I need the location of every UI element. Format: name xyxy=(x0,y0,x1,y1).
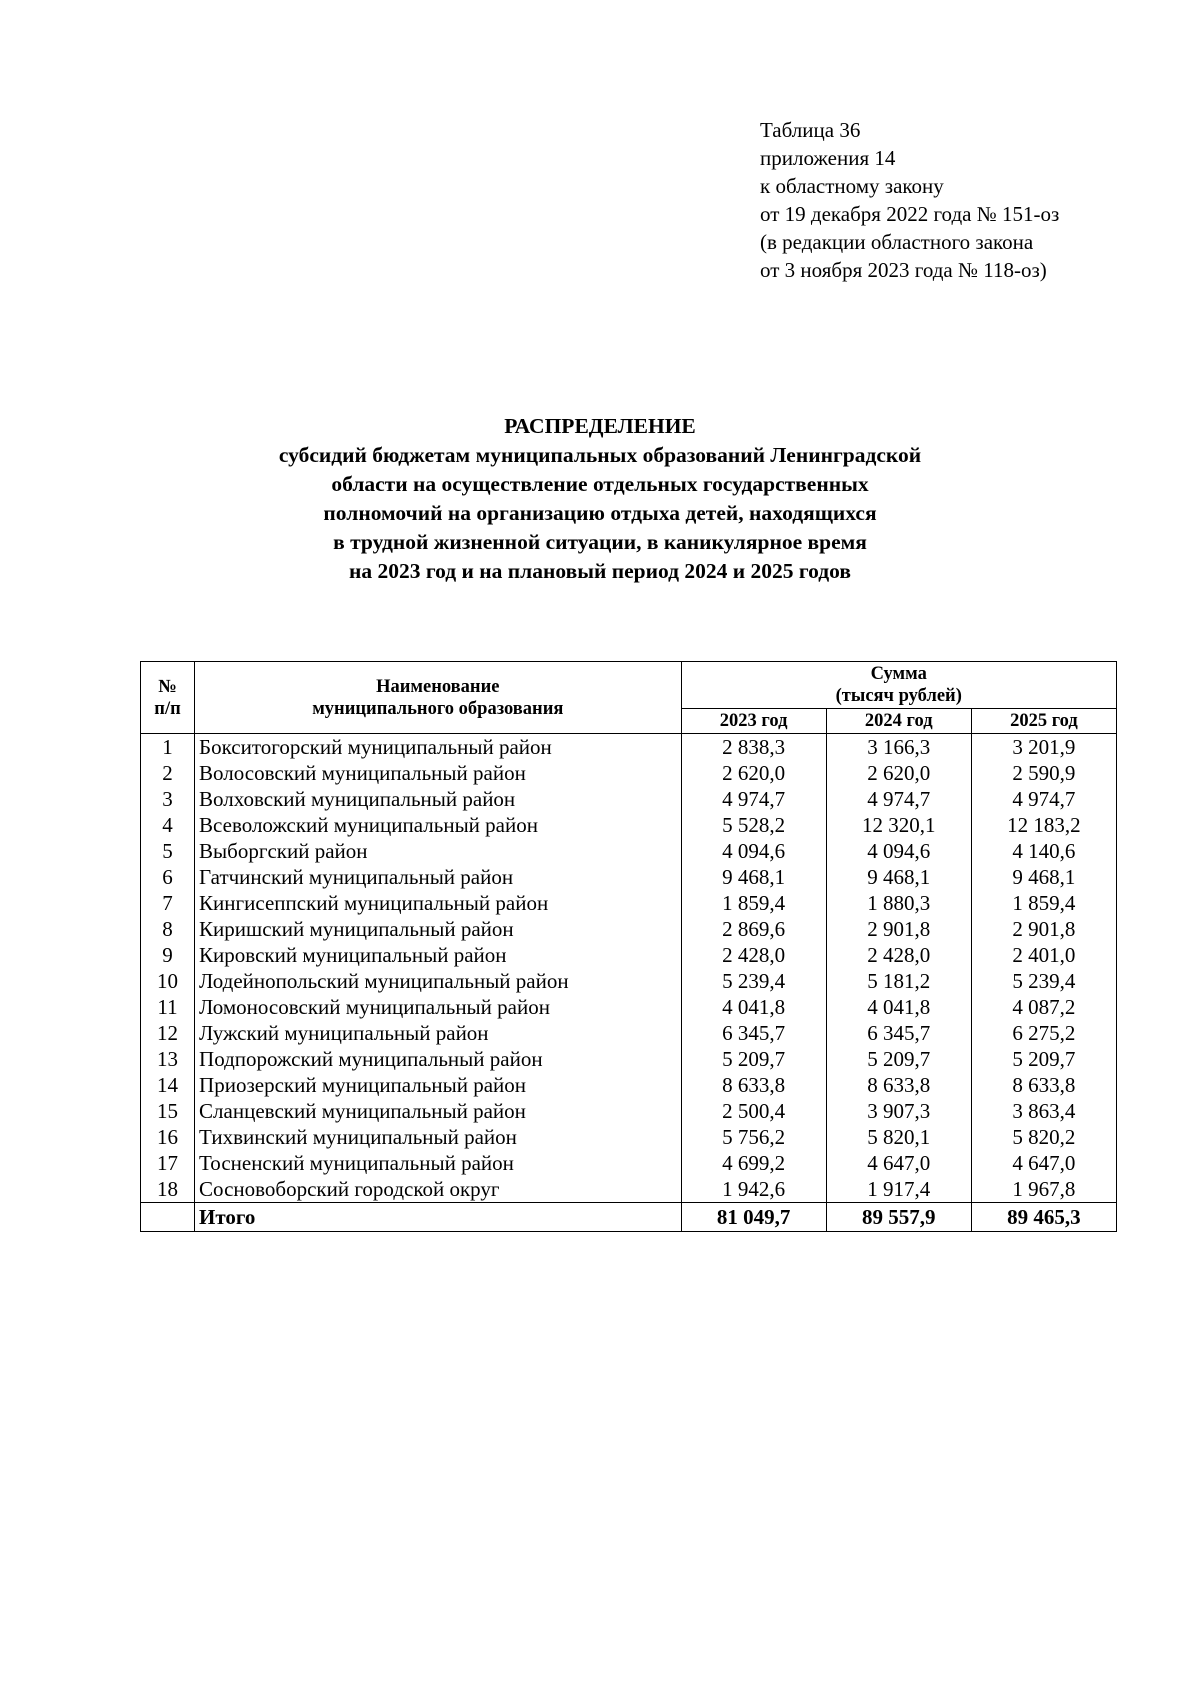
row-value-2024: 5 181,2 xyxy=(826,968,971,994)
row-value-2023: 5 756,2 xyxy=(681,1124,826,1150)
row-value-2023: 4 041,8 xyxy=(681,994,826,1020)
row-value-2024: 3 907,3 xyxy=(826,1098,971,1124)
row-value-2024: 12 320,1 xyxy=(826,812,971,838)
row-municipality: Волосовский муниципальный район xyxy=(195,760,681,786)
header-municipality-line1: Наименование xyxy=(376,676,500,697)
row-value-2025: 4 140,6 xyxy=(971,838,1116,864)
row-municipality: Тихвинский муниципальный район xyxy=(195,1124,681,1150)
header-municipality xyxy=(195,662,681,734)
row-municipality: Сосновоборский городской округ xyxy=(195,1176,681,1203)
total-label: Итого xyxy=(195,1203,681,1232)
reference-law: к областному закону xyxy=(760,174,944,198)
row-value-2025: 4 647,0 xyxy=(971,1150,1116,1176)
row-number: 1 xyxy=(141,734,195,761)
row-number: 17 xyxy=(141,1150,195,1176)
row-value-2025: 5 209,7 xyxy=(971,1046,1116,1072)
row-value-2024: 4 041,8 xyxy=(826,994,971,1020)
row-value-2024: 8 633,8 xyxy=(826,1072,971,1098)
row-number: 18 xyxy=(141,1176,195,1203)
row-value-2023: 4 699,2 xyxy=(681,1150,826,1176)
total-value-2024: 89 557,9 xyxy=(826,1203,971,1232)
row-municipality: Кингисеппский муниципальный район xyxy=(195,890,681,916)
header-sum xyxy=(681,662,1116,709)
row-number: 2 xyxy=(141,760,195,786)
header-year-2024: 2024 год xyxy=(826,709,971,734)
row-value-2024: 2 901,8 xyxy=(826,916,971,942)
header-number-abbr: п/п xyxy=(154,698,181,719)
title-heading: РАСПРЕДЕЛЕНИЕ xyxy=(504,414,696,438)
row-value-2024: 6 345,7 xyxy=(826,1020,971,1046)
document-title xyxy=(150,412,1050,586)
row-value-2023: 1 942,6 xyxy=(681,1176,826,1203)
header-year-2025: 2025 год xyxy=(971,709,1116,734)
row-value-2023: 8 633,8 xyxy=(681,1072,826,1098)
row-value-2025: 4 087,2 xyxy=(971,994,1116,1020)
row-value-2023: 5 209,7 xyxy=(681,1046,826,1072)
row-value-2024: 1 917,4 xyxy=(826,1176,971,1203)
header-municipality-line2: муниципального образования xyxy=(312,698,564,719)
row-value-2024: 2 428,0 xyxy=(826,942,971,968)
row-number: 6 xyxy=(141,864,195,890)
row-number: 7 xyxy=(141,890,195,916)
row-value-2023: 2 428,0 xyxy=(681,942,826,968)
row-value-2025: 5 820,2 xyxy=(971,1124,1116,1150)
table-body xyxy=(141,734,1117,1232)
row-value-2023: 2 500,4 xyxy=(681,1098,826,1124)
row-value-2024: 1 880,3 xyxy=(826,890,971,916)
table-row xyxy=(141,994,1117,1020)
title-line-3: полномочий на организацию отдыха детей, находящихся xyxy=(323,501,877,525)
row-number: 3 xyxy=(141,786,195,812)
row-municipality: Сланцевский муниципальный район xyxy=(195,1098,681,1124)
row-value-2024: 4 974,7 xyxy=(826,786,971,812)
table-row xyxy=(141,916,1117,942)
row-municipality: Киришский муниципальный район xyxy=(195,916,681,942)
row-value-2025: 2 401,0 xyxy=(971,942,1116,968)
row-municipality: Гатчинский муниципальный район xyxy=(195,864,681,890)
row-municipality: Кировский муниципальный район xyxy=(195,942,681,968)
row-municipality: Лужский муниципальный район xyxy=(195,1020,681,1046)
title-line-2: области на осуществление отдельных государственных xyxy=(331,472,869,496)
row-number: 11 xyxy=(141,994,195,1020)
row-value-2023: 5 239,4 xyxy=(681,968,826,994)
row-value-2025: 4 974,7 xyxy=(971,786,1116,812)
row-value-2024: 4 094,6 xyxy=(826,838,971,864)
row-value-2025: 3 863,4 xyxy=(971,1098,1116,1124)
header-sum-line1: Сумма xyxy=(870,664,927,684)
title-line-1: субсидий бюджетам муниципальных образований Ленинградской xyxy=(278,443,922,467)
table-header-row xyxy=(141,662,1117,709)
distribution-table xyxy=(140,661,1117,1232)
row-value-2024: 5 209,7 xyxy=(826,1046,971,1072)
table-row xyxy=(141,1124,1117,1150)
row-number: 12 xyxy=(141,1020,195,1046)
row-value-2025: 5 239,4 xyxy=(971,968,1116,994)
reference-law-date: от 19 декабря 2022 года № 151-оз xyxy=(760,202,1060,226)
row-value-2024: 9 468,1 xyxy=(826,864,971,890)
table-row xyxy=(141,1046,1117,1072)
row-value-2025: 12 183,2 xyxy=(971,812,1116,838)
row-number: 15 xyxy=(141,1098,195,1124)
table-row xyxy=(141,968,1117,994)
row-municipality: Всеволожский муниципальный район xyxy=(195,812,681,838)
row-value-2025: 3 201,9 xyxy=(971,734,1116,761)
table-row xyxy=(141,942,1117,968)
row-number: 9 xyxy=(141,942,195,968)
table-row xyxy=(141,760,1117,786)
row-value-2023: 4 094,6 xyxy=(681,838,826,864)
row-value-2025: 1 859,4 xyxy=(971,890,1116,916)
table-row xyxy=(141,812,1117,838)
table-row xyxy=(141,1072,1117,1098)
total-value-2023: 81 049,7 xyxy=(681,1203,826,1232)
row-value-2025: 2 901,8 xyxy=(971,916,1116,942)
row-municipality: Ломоносовский муниципальный район xyxy=(195,994,681,1020)
row-value-2024: 3 166,3 xyxy=(826,734,971,761)
row-value-2025: 1 967,8 xyxy=(971,1176,1116,1203)
row-municipality: Выборгский район xyxy=(195,838,681,864)
row-number: 4 xyxy=(141,812,195,838)
table-total-row xyxy=(141,1203,1117,1232)
table-row xyxy=(141,864,1117,890)
row-municipality: Лодейнопольский муниципальный район xyxy=(195,968,681,994)
row-municipality: Приозерский муниципальный район xyxy=(195,1072,681,1098)
row-value-2023: 2 869,6 xyxy=(681,916,826,942)
title-line-4: в трудной жизненной ситуации, в каникулярное время xyxy=(333,530,867,554)
reference-table-number: Таблица 36 xyxy=(760,118,861,142)
row-value-2023: 6 345,7 xyxy=(681,1020,826,1046)
table-row xyxy=(141,1150,1117,1176)
row-number: 13 xyxy=(141,1046,195,1072)
row-value-2024: 5 820,1 xyxy=(826,1124,971,1150)
row-value-2023: 1 859,4 xyxy=(681,890,826,916)
row-value-2025: 8 633,8 xyxy=(971,1072,1116,1098)
row-value-2023: 9 468,1 xyxy=(681,864,826,890)
table-row xyxy=(141,838,1117,864)
table-row xyxy=(141,1176,1117,1203)
header-sum-line2: (тысяч рублей) xyxy=(835,686,962,706)
row-municipality: Подпорожский муниципальный район xyxy=(195,1046,681,1072)
row-value-2025: 2 590,9 xyxy=(971,760,1116,786)
row-municipality: Волховский муниципальный район xyxy=(195,786,681,812)
header-number-sign: № xyxy=(158,676,177,697)
total-number xyxy=(141,1203,195,1232)
table-row xyxy=(141,1098,1117,1124)
row-value-2023: 2 620,0 xyxy=(681,760,826,786)
row-number: 10 xyxy=(141,968,195,994)
row-value-2023: 4 974,7 xyxy=(681,786,826,812)
table-row xyxy=(141,786,1117,812)
reference-edition-date: от 3 ноября 2023 года № 118-оз) xyxy=(760,258,1047,282)
reference-edition: (в редакции областного закона xyxy=(760,230,1034,254)
row-number: 8 xyxy=(141,916,195,942)
row-value-2024: 4 647,0 xyxy=(826,1150,971,1176)
row-number: 5 xyxy=(141,838,195,864)
row-value-2025: 6 275,2 xyxy=(971,1020,1116,1046)
row-value-2023: 2 838,3 xyxy=(681,734,826,761)
row-value-2025: 9 468,1 xyxy=(971,864,1116,890)
table-row xyxy=(141,734,1117,761)
table-row xyxy=(141,1020,1117,1046)
row-municipality: Бокситогорский муниципальный район xyxy=(195,734,681,761)
row-number: 16 xyxy=(141,1124,195,1150)
title-line-5: на 2023 год и на плановый период 2024 и 2025 годов xyxy=(349,559,851,583)
row-number: 14 xyxy=(141,1072,195,1098)
table-row xyxy=(141,890,1117,916)
reference-appendix: приложения 14 xyxy=(760,146,896,170)
row-value-2023: 5 528,2 xyxy=(681,812,826,838)
total-value-2025: 89 465,3 xyxy=(971,1203,1116,1232)
header-year-2023: 2023 год xyxy=(681,709,826,734)
reference-block xyxy=(760,116,1059,284)
header-number xyxy=(141,662,195,734)
row-municipality: Тосненский муниципальный район xyxy=(195,1150,681,1176)
row-value-2024: 2 620,0 xyxy=(826,760,971,786)
